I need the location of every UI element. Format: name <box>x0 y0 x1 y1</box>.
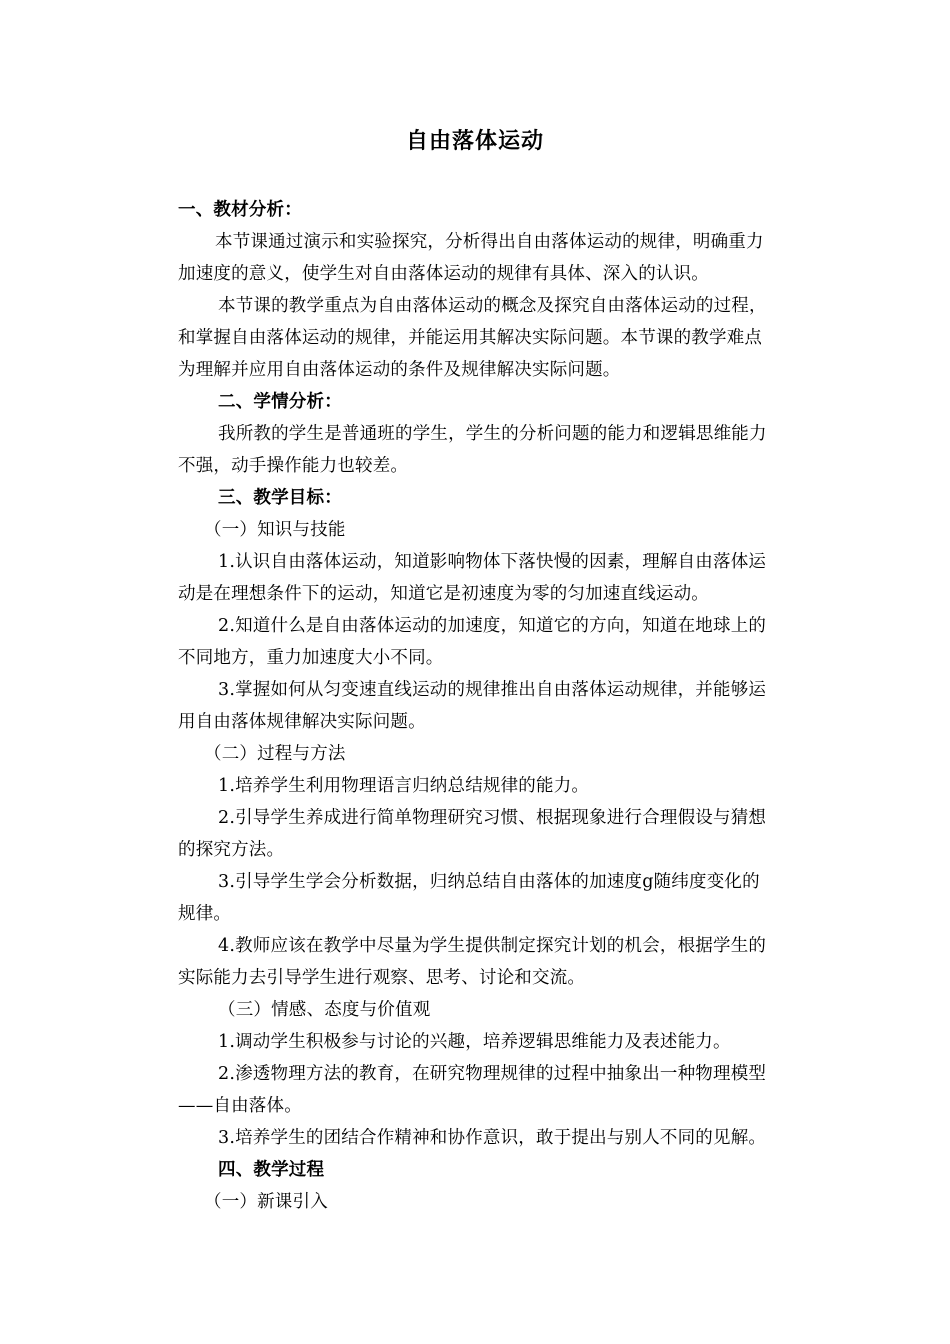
section-heading-student-analysis: 二、学情分析： <box>218 392 342 412</box>
list-item-line: 用自由落体规律解决实际问题。 <box>178 712 426 732</box>
paragraph-line: 本节课通过演示和实验探究，分析得出自由落体运动的规律，明确重力 <box>215 232 764 252</box>
list-item-line: 2.渗透物理方法的教育，在研究物理规律的过程中抽象出一种物理模型 <box>218 1064 767 1084</box>
list-item-line: 实际能力去引导学生进行观察、思考、讨论和交流。 <box>178 968 586 988</box>
subsection-heading-new-lesson-intro: （一）新课引入 <box>204 1192 328 1212</box>
paragraph-line: 不强，动手操作能力也较差。 <box>178 456 409 476</box>
section-heading-textbook-analysis: 一、教材分析： <box>178 200 302 220</box>
list-item-line: 3.引导学生学会分析数据，归纳总结自由落体的加速度g随纬度变化的 <box>218 872 760 892</box>
subsection-heading-emotion-values: （三）情感、态度与价值观 <box>218 1000 431 1020</box>
list-item-line: 规律。 <box>178 904 232 924</box>
paragraph-line: 为理解并应用自由落体运动的条件及规律解决实际问题。 <box>178 360 621 380</box>
paragraph-line: 我所教的学生是普通班的学生，学生的分析问题的能力和逻辑思维能力 <box>218 424 767 444</box>
list-item-line: 2.知道什么是自由落体运动的加速度，知道它的方向，知道在地球上的 <box>218 616 767 636</box>
paragraph-line: 本节课的教学重点为自由落体运动的概念及探究自由落体运动的过程， <box>218 296 767 316</box>
list-item-line: 3.掌握如何从匀变速直线运动的规律推出自由落体运动规律，并能够运 <box>218 680 767 700</box>
list-item-line: ——自由落体。 <box>178 1096 302 1116</box>
list-item-line: 2.引导学生养成进行简单物理研究习惯、根据现象进行合理假设与猜想 <box>218 808 767 828</box>
paragraph-line: 加速度的意义，使学生对自由落体运动的规律有具体、深入的认识。 <box>178 264 709 284</box>
section-heading-teaching-goals: 三、教学目标： <box>218 488 342 508</box>
list-item-line: 不同地方，重力加速度大小不同。 <box>178 648 444 668</box>
document-body <box>178 194 808 1218</box>
document-title: 自由落体运动 <box>405 129 544 154</box>
list-item-line: 的探究方法。 <box>178 840 285 860</box>
list-item-line: 1.调动学生积极参与讨论的兴趣，培养逻辑思维能力及表述能力。 <box>218 1032 731 1052</box>
list-item-line: 4.教师应该在教学中尽量为学生提供制定探究计划的机会，根据学生的 <box>218 936 767 956</box>
subsection-heading-process-methods: （二）过程与方法 <box>204 744 346 764</box>
list-item-line: 1.培养学生利用物理语言归纳总结规律的能力。 <box>218 776 590 796</box>
list-item-line: 动是在理想条件下的运动，知道它是初速度为零的匀加速直线运动。 <box>178 584 709 604</box>
subsection-heading-knowledge-skills: （一）知识与技能 <box>204 520 346 540</box>
section-heading-teaching-process: 四、教学过程 <box>218 1160 325 1180</box>
paragraph-line: 和掌握自由落体运动的规律，并能运用其解决实际问题。本节课的教学难点 <box>178 328 763 348</box>
list-item-line: 3.培养学生的团结合作精神和协作意识，敢于提出与别人不同的见解。 <box>218 1128 767 1148</box>
list-item-line: 1.认识自由落体运动，知道影响物体下落快慢的因素，理解自由落体运 <box>218 552 767 572</box>
